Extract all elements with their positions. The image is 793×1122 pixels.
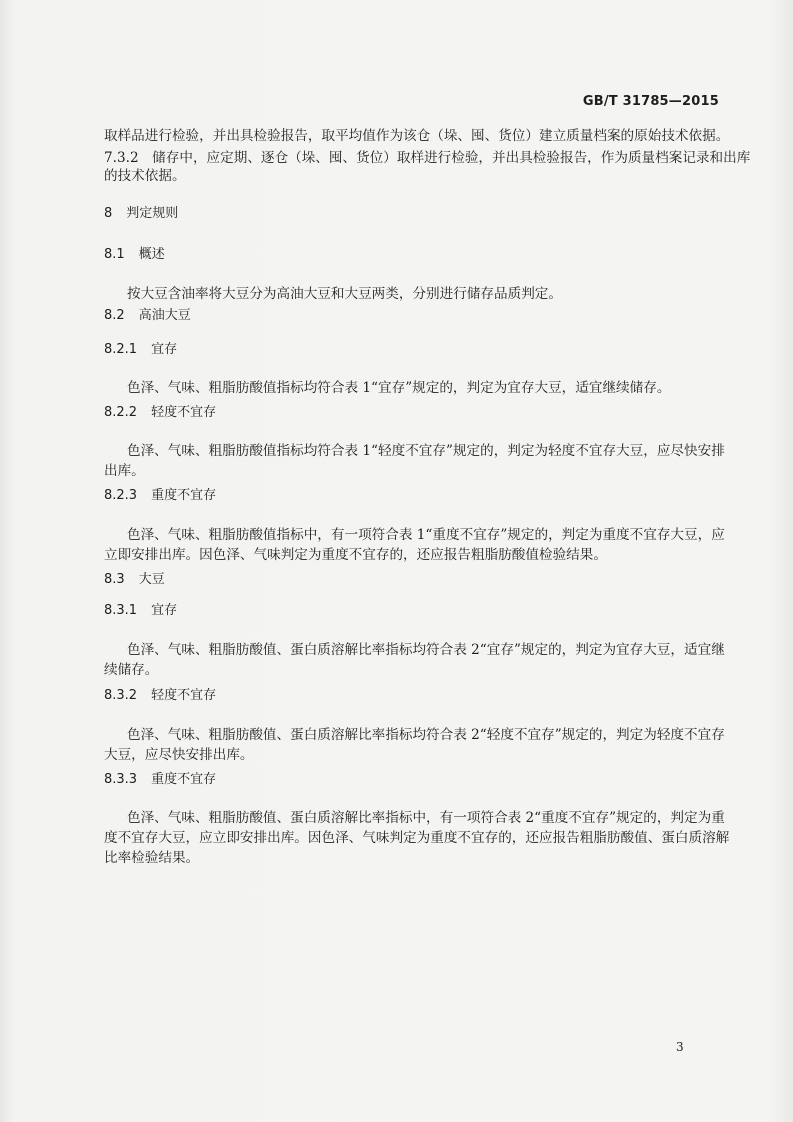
- section-number: 8.3: [104, 572, 125, 587]
- standard-code: GB/T 31785—2015: [582, 94, 719, 109]
- section-title: 概述: [138, 247, 165, 262]
- paragraph-line: 色泽、气味、粗脂肪酸值指标中，有一项符合表 1“重度不宜存”规定的，判定为重度不宜存大豆，应: [127, 527, 725, 543]
- section-number: 8.2.1: [104, 342, 138, 357]
- section-number: 8.2.2: [104, 405, 138, 420]
- section-8-heading: [104, 204, 178, 224]
- section-title: 高油大豆: [138, 308, 191, 323]
- paragraph-line: 色泽、气味、粗脂肪酸值、蛋白质溶解比率指标均符合表 2“宜存”规定的，判定为宜存大豆，适宜继: [127, 642, 725, 658]
- paragraph-line: 色泽、气味、粗脂肪酸值指标均符合表 1“宜存”规定的，判定为宜存大豆，适宜继续储存。: [127, 380, 671, 396]
- section-8-2-2-heading: [104, 403, 216, 423]
- paragraph-line: 比率检验结果。: [104, 850, 200, 866]
- section-8-3-1-heading: [104, 601, 177, 621]
- section-title: 轻度不宜存: [151, 688, 217, 703]
- paragraph-line: 大豆，应尽快安排出库。: [104, 747, 254, 763]
- section-8-2-heading: [104, 306, 191, 326]
- section-number: 8.1: [104, 247, 125, 262]
- section-number: 8.3.3: [104, 772, 138, 787]
- paragraph-line: 立即安排出库。因色泽、气味判定为重度不宜存的，还应报告粗脂肪酸值检验结果。: [104, 547, 607, 563]
- section-number: 8.3.1: [104, 603, 138, 618]
- section-title: 重度不宜存: [151, 488, 217, 503]
- section-number: 8.3.2: [104, 688, 138, 703]
- paragraph-line: 度不宜存大豆，应立即安排出库。因色泽、气味判定为重度不宜存的，还应报告粗脂肪酸值、蛋白质溶解: [104, 830, 730, 846]
- section-title: 宜存: [151, 342, 178, 357]
- paragraph-line: 色泽、气味、粗脂肪酸值、蛋白质溶解比率指标均符合表 2“轻度不宜存”规定的，判定为轻度不宜存: [127, 727, 725, 743]
- page-number: 3: [676, 1040, 684, 1054]
- paragraph-line: 续储存。: [104, 662, 159, 678]
- paragraph-line: 取样品进行检验，并出具检验报告，取平均值作为该仓（垛、囤、货位）建立质量档案的原始技术依据。: [104, 128, 730, 144]
- section-number: 8: [104, 206, 113, 221]
- section-8-3-3-heading: [104, 770, 216, 790]
- section-number: 8.2.3: [104, 488, 138, 503]
- section-number: 8.2: [104, 308, 125, 323]
- section-title: 宜存: [151, 603, 178, 618]
- section-8-2-1-heading: [104, 340, 177, 360]
- paragraph-line: 按大豆含油率将大豆分为高油大豆和大豆两类，分别进行储存品质判定。: [127, 286, 562, 302]
- section-title: 重度不宜存: [151, 772, 217, 787]
- paragraph-line: 色泽、气味、粗脂肪酸值、蛋白质溶解比率指标中，有一项符合表 2“重度不宜存”规定的，判定为重: [127, 810, 725, 826]
- section-8-2-3-heading: [104, 486, 216, 506]
- section-8-1-heading: [104, 245, 165, 265]
- section-title: 大豆: [138, 572, 165, 587]
- clause-7-3-2-line: 的技术依据。: [104, 168, 186, 184]
- paragraph-line: 出库。: [104, 463, 145, 479]
- paragraph-line: 色泽、气味、粗脂肪酸值指标均符合表 1“轻度不宜存”规定的，判定为轻度不宜存大豆，应尽快安排: [127, 443, 725, 459]
- section-8-3-2-heading: [104, 686, 216, 706]
- clause-7-3-2-line: 7.3.2 储存中，应定期、逐仓（垛、囤、货位）取样进行检验，并出具检验报告，作为质量档案记录和出库: [104, 150, 751, 166]
- section-title: 轻度不宜存: [151, 405, 217, 420]
- section-title: 判定规则: [126, 206, 179, 221]
- section-8-3-heading: [104, 570, 165, 590]
